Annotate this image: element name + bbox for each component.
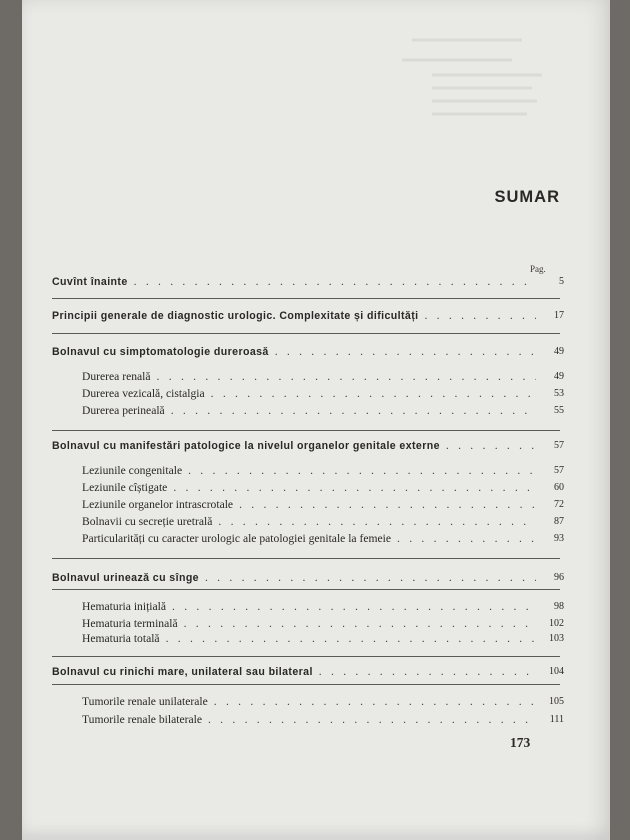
toc-entry <box>52 344 564 360</box>
section-divider <box>52 589 560 590</box>
leader-dots <box>173 480 536 496</box>
toc-subentry-page: 60 <box>554 482 564 493</box>
leader-dots <box>275 344 536 360</box>
toc-entry-label: Principii generale de diagnostic urologic. Complexitate și dificultăți <box>52 310 419 322</box>
toc-entry-page: 57 <box>554 440 564 451</box>
leader-dots <box>218 514 536 530</box>
toc-entry-page: 104 <box>549 666 564 677</box>
toc-subentry-page: 55 <box>554 405 564 416</box>
leader-dots <box>446 438 536 454</box>
toc-entry-label: Bolnavul cu manifestări patologice la nivelul organelor genitale externe <box>52 440 440 452</box>
leader-dots <box>205 570 536 586</box>
leader-dots <box>184 616 536 632</box>
toc-entry-page: 17 <box>554 310 564 321</box>
leader-dots <box>424 308 536 324</box>
toc-subentry-label: Leziunile cîștigate <box>82 481 168 494</box>
leader-dots <box>211 386 536 402</box>
toc-subentry <box>82 599 564 615</box>
leader-dots <box>166 631 536 647</box>
page-number: 173 <box>510 735 531 750</box>
toc-subentry-page: 72 <box>554 499 564 510</box>
toc-subentry-page: 53 <box>554 388 564 399</box>
toc-subentry-page: 103 <box>549 633 564 644</box>
toc-subentry-label: Leziunile organelor intrascrotale <box>82 498 234 511</box>
toc-subentry <box>82 369 564 385</box>
toc-subentry-label: Hematuria terminală <box>82 617 178 630</box>
toc-subentry-page: 98 <box>554 601 564 612</box>
toc-subentry-page: 102 <box>549 618 564 629</box>
section-divider <box>52 298 560 299</box>
leader-dots <box>171 403 536 419</box>
page-column-label: Pag. <box>530 264 546 274</box>
section-divider <box>52 684 560 685</box>
toc-subentry <box>82 480 564 496</box>
page-title: SUMAR <box>494 188 560 206</box>
toc-subentry-page: 111 <box>549 714 564 725</box>
bleed-through-decoration <box>402 30 552 150</box>
toc-subentry-label: Tumorile renale unilaterale <box>82 695 208 708</box>
toc-entry <box>52 438 564 454</box>
toc-entry <box>52 664 564 680</box>
section-divider <box>52 333 560 334</box>
toc-subentry-label: Durerea renală <box>82 370 151 383</box>
toc-subentry-page: 93 <box>554 533 564 544</box>
leader-dots <box>157 369 536 385</box>
toc-subentry-label: Durerea perineală <box>82 404 165 417</box>
toc-subentry <box>82 386 564 402</box>
toc-entry-page: 96 <box>554 572 564 583</box>
toc-subentry <box>82 712 564 728</box>
toc-entry <box>52 308 564 324</box>
toc-subentry-label: Hematuria totală <box>82 632 160 645</box>
book-page <box>22 0 610 840</box>
leader-dots <box>172 599 536 615</box>
toc-subentry <box>82 463 564 479</box>
toc-subentry-label: Leziunile congenitale <box>82 464 183 477</box>
leader-dots <box>134 274 536 290</box>
section-divider <box>52 558 560 559</box>
toc-subentry <box>82 497 564 513</box>
toc-entry-label: Bolnavul urinează cu sînge <box>52 572 199 584</box>
toc-subentry-page: 105 <box>549 696 564 707</box>
toc-subentry-label: Tumorile renale bilaterale <box>82 713 202 726</box>
toc-entry-page: 49 <box>554 346 564 357</box>
section-divider <box>52 656 560 657</box>
toc-subentry <box>82 403 564 419</box>
toc-entry-page: 5 <box>559 276 564 287</box>
leader-dots <box>239 497 536 513</box>
leader-dots <box>208 712 536 728</box>
toc-subentry-page: 49 <box>554 371 564 382</box>
toc-entry-label: Cuvînt înainte <box>52 276 128 288</box>
toc-subentry-page: 87 <box>554 516 564 527</box>
toc-entry <box>52 274 564 290</box>
toc-entry <box>52 570 564 586</box>
toc-subentry-label: Bolnavii cu secreție uretrală <box>82 515 213 528</box>
toc-subentry-label: Durerea vezicală, cistalgia <box>82 387 205 400</box>
toc-entry-label: Bolnavul cu rinichi mare, unilateral sau bilateral <box>52 666 313 678</box>
toc-subentry <box>82 631 564 647</box>
toc-entry-label: Bolnavul cu simptomatologie dureroasă <box>52 346 269 358</box>
toc-subentry <box>82 514 564 530</box>
bleed-through-lines-icon <box>402 30 552 150</box>
section-divider <box>52 430 560 431</box>
toc-subentry <box>82 531 564 547</box>
leader-dots <box>319 664 536 680</box>
toc-subentry-label: Hematuria inițială <box>82 600 167 613</box>
leader-dots <box>188 463 536 479</box>
toc-subentry-label: Particularități cu caracter urologic ale patologiei genitale la femeie <box>82 532 392 545</box>
toc-subentry-page: 57 <box>554 465 564 476</box>
leader-dots <box>214 694 536 710</box>
toc-subentry <box>82 616 564 632</box>
leader-dots <box>397 531 536 547</box>
toc-subentry <box>82 694 564 710</box>
